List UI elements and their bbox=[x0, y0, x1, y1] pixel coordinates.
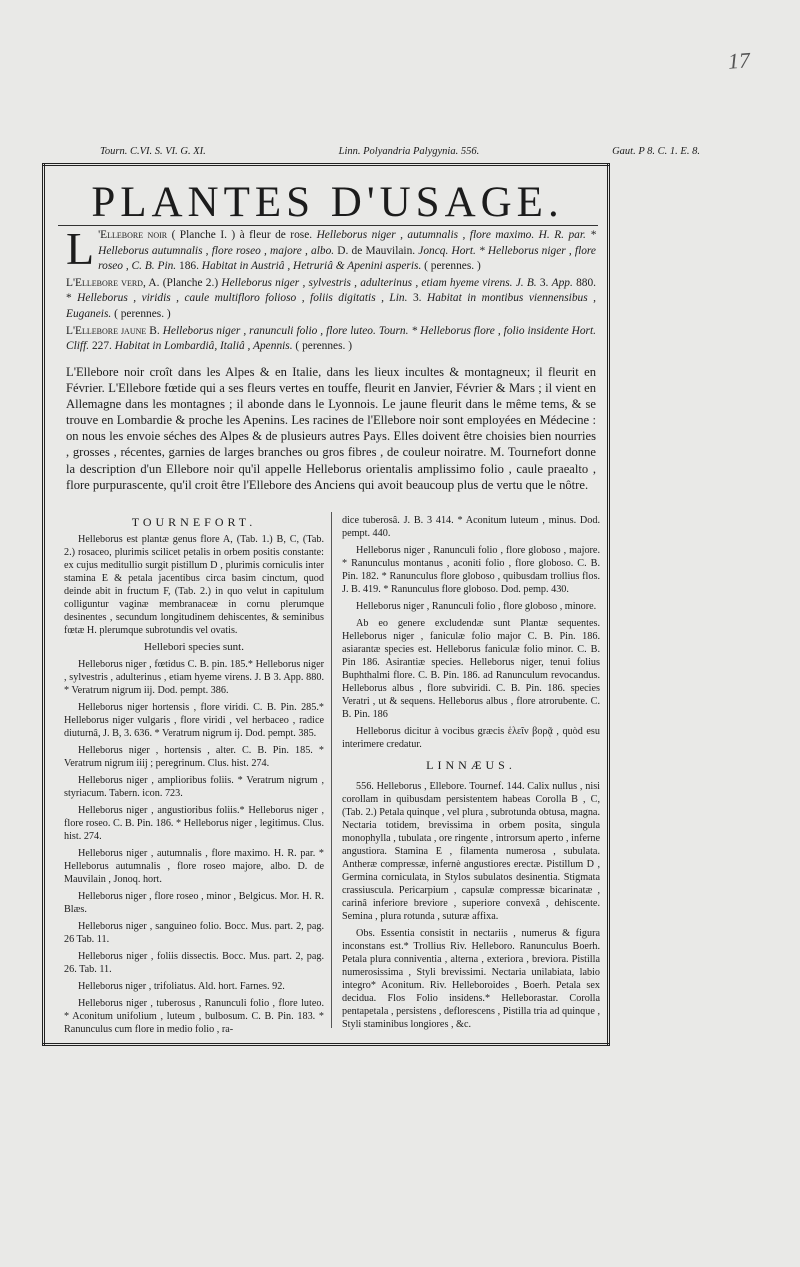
observations: Obs. Essentia consistit in nectariis , numerus & figura inconstans est.* Trollius Riv. Helleboro. Ranunculus Boerh. Petala plura conniventia , alterna , exteriora , breviora. Pistilla numerosissima , Styli brevissimi. Nectaria unilabiata, labio integro* Aconitum. Riv. Helleboroides , Boerh. Petala sex decidua. Flos Folio insidens.* Helleborastar. Corolla pentapetala , persistens , deflorescens , Pistilla tria ad quinque , Styli staminibus longiores , &c. bbox=[342, 928, 600, 1030]
species-entry: dice tuberosâ. J. B. 3 414. * Aconitum luteum , minus. Dod. pempt. 440. bbox=[342, 515, 600, 539]
etymology: Helleborus dicitur à vocibus græcis ἑλεῖν βορᾷ , quòd esu interimere credatur. bbox=[342, 726, 600, 750]
intro-text: 186. bbox=[176, 260, 202, 273]
tournefort-column bbox=[64, 516, 324, 1040]
intro-green-hellebore bbox=[66, 276, 596, 323]
intro-latin: Helleborus niger , sylvestris , adulterinus , etiam hyeme virens. J. B. bbox=[221, 276, 537, 289]
drop-cap: L bbox=[66, 223, 95, 274]
frame-bottom-border bbox=[42, 1043, 610, 1046]
intro-text: B. bbox=[146, 324, 163, 337]
intro-name: 'Ellebore noir bbox=[98, 229, 168, 241]
linnaeus-reference: Linn. Polyandria Palygynia. 556. bbox=[338, 146, 480, 157]
species-entry: Helleborus niger , fœtidus C. B. pin. 185.* Helleborus niger , sylvestris , adulterinus , etiam hyeme virens. J. B 3. App. 880. * Veratrum nigrum iij. Dod. pempt. 386. bbox=[64, 659, 324, 696]
intro-text: ( perennes. ) bbox=[111, 307, 171, 320]
species-entry: Helleborus niger , angustioribus foliis.* Helleborus niger , flore roseo. C. B. Pin. 186. * Helleborus niger , legitimus. Clus. hist. 274. bbox=[64, 805, 324, 842]
intro-latin: Helleborus , viridis , caule multifloro folioso , foliis digitatis , Lin. bbox=[77, 292, 408, 305]
intro-text: , A. (Planche 2.) bbox=[142, 276, 222, 289]
title-rule bbox=[58, 225, 598, 226]
intro-section bbox=[66, 223, 596, 356]
species-entry: Helleborus niger , flore roseo , minor , Belgicus. Mor. H. R. Blæs. bbox=[64, 891, 324, 915]
reference-line bbox=[100, 146, 700, 157]
column-divider bbox=[331, 512, 332, 1028]
intro-latin: Helleborus niger , ranunculi folio , flore luteo. Tourn. * Helleborus flore , folio insidente Hort. Cliff. bbox=[66, 324, 596, 353]
species-entry: Helleborus niger , trifoliatus. Ald. hort. Farnes. 92. bbox=[78, 981, 285, 992]
species-entry: Helleborus niger , hortensis , alter. C. B. Pin. 185. * Veratrum nigrum iiij ; peregrinum. Clus. hist. 274. bbox=[64, 745, 324, 769]
intro-latin: Habitat in Austriâ , Hetruriâ & Apenini asperis. bbox=[201, 260, 422, 273]
species-entry: Helleborus niger , foliis dissectis. Bocc. Mus. part. 2, pag. 26. Tab. 11. bbox=[64, 951, 324, 975]
linnaeus-column bbox=[342, 514, 600, 1035]
intro-latin: Habitat in montibus viennensibus , Euganeis. bbox=[66, 292, 596, 320]
species-subheading: Hellebori species sunt. bbox=[144, 641, 244, 653]
intro-black-hellebore bbox=[66, 223, 596, 275]
tournefort-reference: Tourn. C.VI. S. VI. G. XI. bbox=[100, 146, 206, 157]
intro-text: ( perennes. ) bbox=[421, 260, 481, 273]
intro-text: ( perennes. ) bbox=[292, 340, 353, 353]
intro-text: 3. bbox=[536, 276, 552, 289]
intro-name: L'Ellebore jaune bbox=[66, 324, 147, 337]
intro-text: D. de Mauvilain. bbox=[334, 244, 419, 257]
intro-latin: Joncq. Hort. * Helleborus niger , flore roseo , C. B. Pin. bbox=[98, 244, 596, 273]
intro-latin: App. bbox=[551, 276, 573, 289]
intro-text: 3. bbox=[407, 292, 427, 305]
description-paragraph: L'Ellebore noir croît dans les Alpes & en Italie, dans les lieux incultes & montagneux; il fleurit en Février. L'Ellebore fœtide qui a ses fleurs vertes en touffe, fleurit en Janvier, Février & Mars ; il vient en Allemagne dans les montagnes ; il abonde dans le Lyonnois. Le jaune fleurit dans le même tems, & se trouve en Lombardie & proche les Apenins. Les racines de l'Ellebore noir sont employées en Médecine : on nous les envoie séches des Alpes & de plusieurs autres Pays. Elles doivent être choisies bien nourries , grosses , récentes, garnies de larges branches ou gros fibres , de couleur noiratre. M. Tournefort donne la description d'un Ellebore noir qu'il appelle Helleborus orientalis amplissimo folio , caule praealto , flore purpurascente, qu'il croit être l'Ellebore des Anciens qui avoit beaucoup plus de vertu que le nôtre. bbox=[66, 365, 596, 492]
species-entry: Helleborus niger , tuberosus , Ranunculi folio , flore luteo. * Aconitum unifolium , luteum , bulbosum. C. B. Pin. 183. * Ranunculus cum flore in medio folio , ra- bbox=[64, 998, 324, 1035]
linnaeus-description: 556. Helleborus , Ellebore. Tournef. 144. Calix nullus , nisi corollam in quibusdam persistentem habeas Corolla B , C, (Tab. 2.) Petala quinque , vel plura , subrotunda obtusa, magna. Nectaria totidem, brevissima in orbem posita, singula monophylla , tubulata , ore ringente , introrsum aperto , inferne angustiora. Stamina E , filamenta numerosa , subulata. Antheræ compressæ, infernè angustiores erectæ. Pistillum D , Germina corniculata, in Stylos subulatos desinentia. Stigmata crassiuscula. Pericarpium , capsulæ compressæ bicarinatæ , carinâ inferiore breviore , superiore convexâ , dehiscente. Semina , plura rotunda , suturæ affixa. bbox=[342, 781, 600, 922]
species-entry: Helleborus niger hortensis , flore viridi. C. B. Pin. 285.* Helleborus niger vulgaris , flore viridi , vel herbaceo , radice diuturnâ, J. B, 3. 636. * Veratrum nigrum ij. Dod. pempt. 385. bbox=[64, 702, 324, 739]
species-entry: Helleborus niger , autumnalis , flore maximo. H. R. par. * Helleborus autumnalis , flore roseo majore, albo. D. de Mauvilain , Jonoq. hort. bbox=[64, 848, 324, 885]
intro-text: ( Planche I. ) à fleur de rose. bbox=[167, 229, 317, 241]
species-entry: Helleborus niger , Ranunculi folio , flore globoso , majore. * Ranunculus montanus , aconiti folio , flore globoso. C. B. Pin. 182. * Ranunculus flore globoso , quibusdam trollius flos. J. B. 419. * Ranunculus flore globoso. Dod. pemp. 430. bbox=[342, 545, 600, 595]
gaut-reference: Gaut. P 8. C. 1. E. 8. bbox=[612, 146, 700, 157]
species-entry: Helleborus niger , amplioribus foliis. * Veratrum nigrum , styriacum. Tabern. icon. 723. bbox=[64, 775, 324, 799]
linnaeus-heading: LINNÆUS. bbox=[426, 758, 516, 772]
excluded-plants: Ab eo genere excludendæ sunt Plantæ sequentes. Helleborus niger , faniculæ folio major C. B. Pin. 186. asiarantæ species est. Helleborus faniculæ folio minor. C. B. Pin 186. Asirantiæ species. Helleborus niger, tenui folius Buphthalmi flore. C. B. Pin. 186. ad Ranunculum revocandus. Helleborus albus , flore subviridi. C. B. Pin. 186. species Veratri , ut & sequens. Helleborus albus , flore atrorubente. C. B. Pin. 186 bbox=[342, 618, 600, 720]
frame-right-border bbox=[607, 163, 610, 1046]
intro-text: 227. bbox=[89, 340, 115, 353]
species-entry: Helleborus niger , Ranunculi folio , flore globoso , minore. bbox=[356, 601, 597, 612]
page-title: PLANTES D'USAGE. bbox=[91, 179, 564, 226]
intro-name: L'Ellebore verd bbox=[66, 276, 143, 289]
species-entry: Helleborus niger , sanguineo folio. Bocc. Mus. part. 2, pag. 26 Tab. 11. bbox=[64, 921, 324, 945]
intro-yellow-hellebore bbox=[66, 324, 596, 355]
genus-description: Helleborus est plantæ genus flore A, (Tab. 1.) B, C, (Tab. 2.) rosaceo, plurimis scilicet petalis in orbem positis constante: ex cujus meditullio surgit pistillum D , plurimis corniculis inter stamina E & petala jacentibus circa basim cinctum, quod deinde abit in fructum F, (Tab. 2.) in quo velut in capitulum colliguntur vaginæ membranaceæ in cornu plerumque desinentes , secundum longitudinem dehiscentes, & seminibus fœtæ H. plerumque subrotundis vel ovatis. bbox=[64, 534, 324, 636]
intro-latin: Habitat in Lombardiâ, Italiâ , Apennis. bbox=[114, 340, 293, 353]
intro-text: 880. * bbox=[66, 276, 596, 305]
intro-latin: Helleborus niger , autumnalis , flore maximo. H. R. par. * Helleborus autumnalis , flore roseo , majore , albo. bbox=[98, 229, 596, 257]
frame-left-border bbox=[42, 163, 45, 1046]
tournefort-heading: TOURNEFORT. bbox=[131, 515, 257, 529]
page-number: 17 bbox=[727, 47, 751, 74]
frame-top-border bbox=[42, 163, 610, 166]
